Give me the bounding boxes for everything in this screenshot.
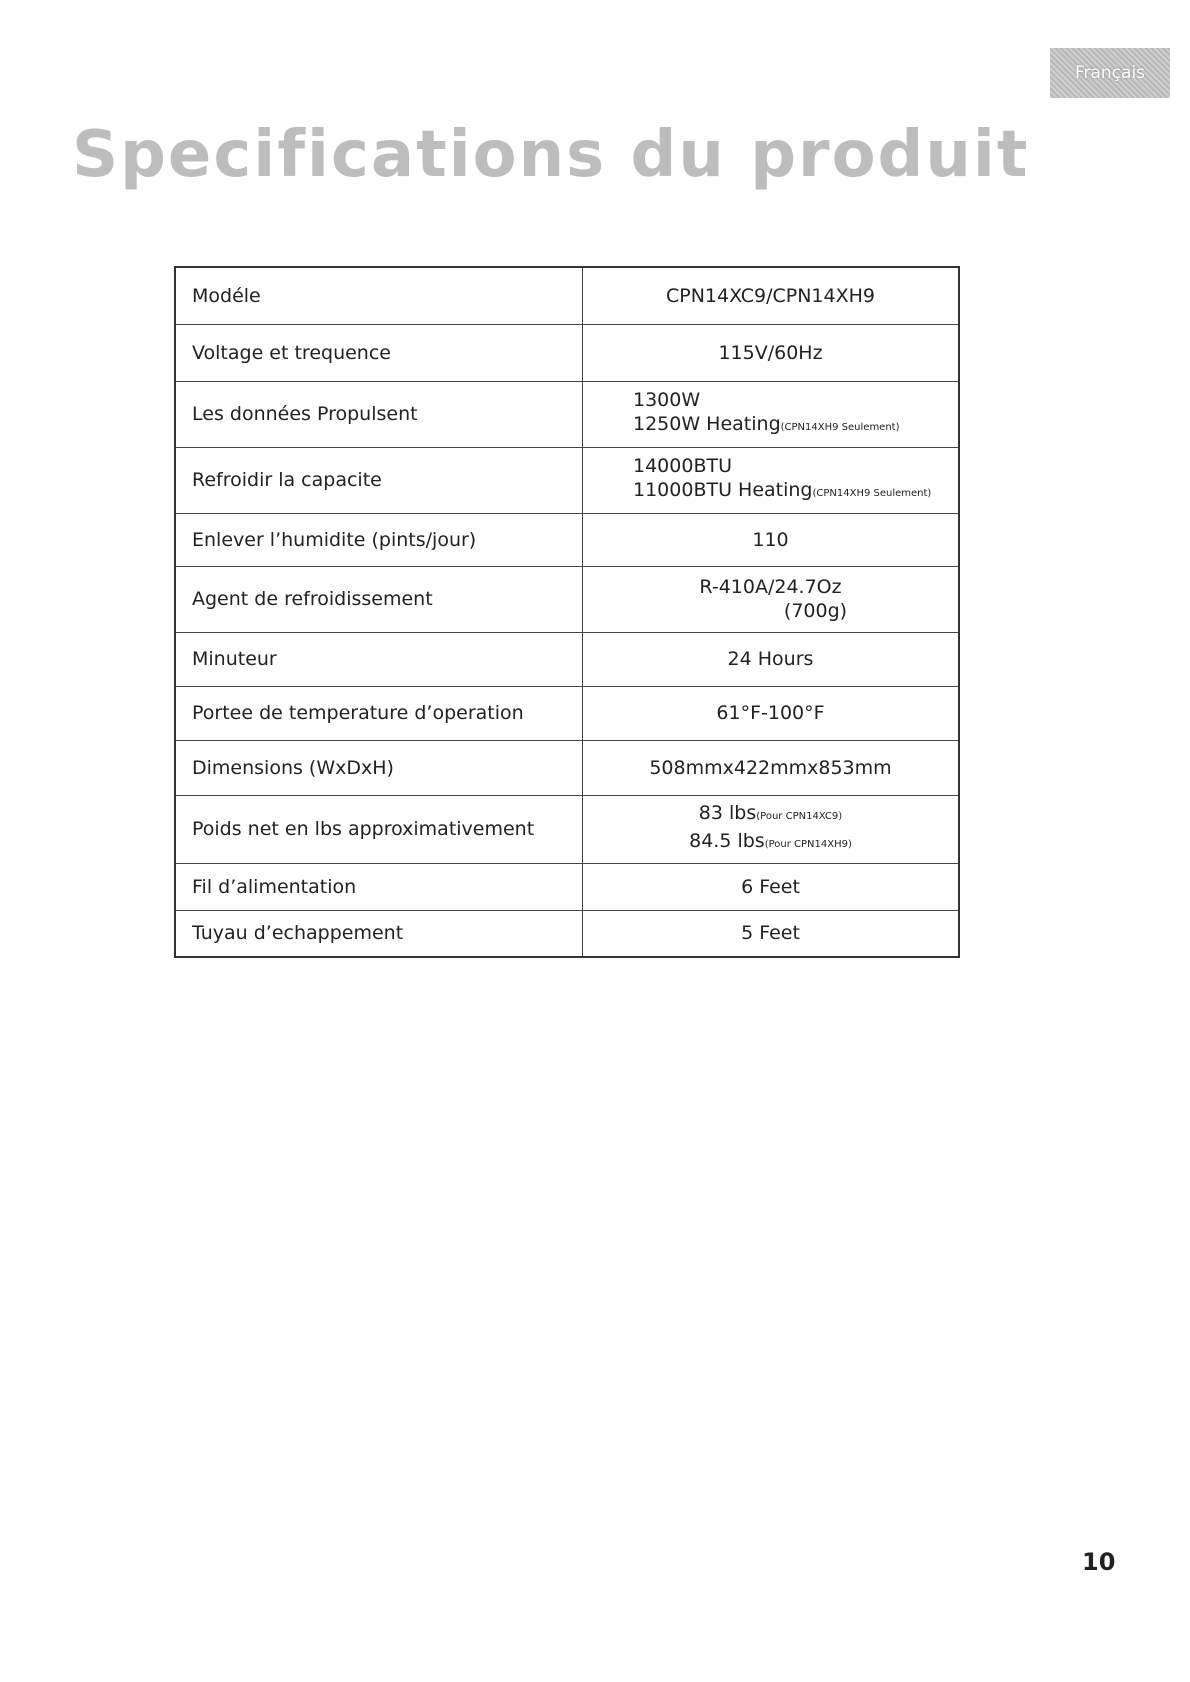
value-note: (CPN14XH9 Seulement) [812, 488, 932, 499]
row-label: Tuyau d’echappement [175, 910, 583, 957]
row-value: 110 [583, 513, 960, 566]
value-line: 1250W Heating(CPN14XH9 Seulement) [633, 413, 900, 435]
table-row [175, 740, 959, 795]
value-line: 83 lbs(Pour CPN14XC9) [698, 802, 843, 824]
row-label: Fil d’alimentation [175, 863, 583, 910]
row-value: 5 Feet [583, 910, 960, 957]
row-value: 115V/60Hz [583, 324, 960, 381]
row-label: Modéle [175, 267, 583, 324]
table-row [175, 267, 959, 324]
value-line: 14000BTU [633, 455, 732, 477]
value-note: (Pour CPN14XH9) [764, 839, 852, 850]
table-row [175, 447, 959, 513]
table-row [175, 686, 959, 740]
row-label: Poids net en lbs approximativement [175, 795, 583, 863]
value-line: R-410A/24.7Oz [699, 576, 842, 598]
row-value: 24 Hours [583, 632, 960, 686]
row-label: Refroidir la capacite [175, 447, 583, 513]
row-label: Dimensions (WxDxH) [175, 740, 583, 795]
table-row [175, 566, 959, 632]
value-line: (700g) [783, 600, 848, 622]
row-value [583, 381, 960, 447]
row-value: 6 Feet [583, 863, 960, 910]
page-title: Specifications du produit [72, 118, 1030, 192]
table-row [175, 795, 959, 863]
row-label: Voltage et trequence [175, 324, 583, 381]
table-row [175, 910, 959, 957]
spec-table [174, 266, 960, 958]
row-value [583, 447, 960, 513]
value-line: 11000BTU Heating(CPN14XH9 Seulement) [633, 479, 932, 501]
row-value [583, 795, 960, 863]
row-value: CPN14XC9/CPN14XH9 [583, 267, 960, 324]
row-value [583, 566, 960, 632]
value-line: 1300W [633, 389, 701, 411]
row-label: Portee de temperature d’operation [175, 686, 583, 740]
value-note: (CPN14XH9 Seulement) [780, 422, 900, 433]
page-number: 10 [1082, 1548, 1116, 1576]
row-value: 61°F-100°F [583, 686, 960, 740]
row-label: Enlever l’humidite (pints/jour) [175, 513, 583, 566]
value-line: 84.5 lbs(Pour CPN14XH9) [689, 830, 852, 852]
row-label: Agent de refroidissement [175, 566, 583, 632]
table-row [175, 863, 959, 910]
row-value: 508mmx422mmx853mm [583, 740, 960, 795]
row-label: Minuteur [175, 632, 583, 686]
table-row [175, 632, 959, 686]
table-row [175, 324, 959, 381]
language-tab: Français [1050, 48, 1170, 98]
value-note: (Pour CPN14XC9) [756, 811, 843, 822]
row-label: Les données Propulsent [175, 381, 583, 447]
table-row [175, 381, 959, 447]
table-row [175, 513, 959, 566]
